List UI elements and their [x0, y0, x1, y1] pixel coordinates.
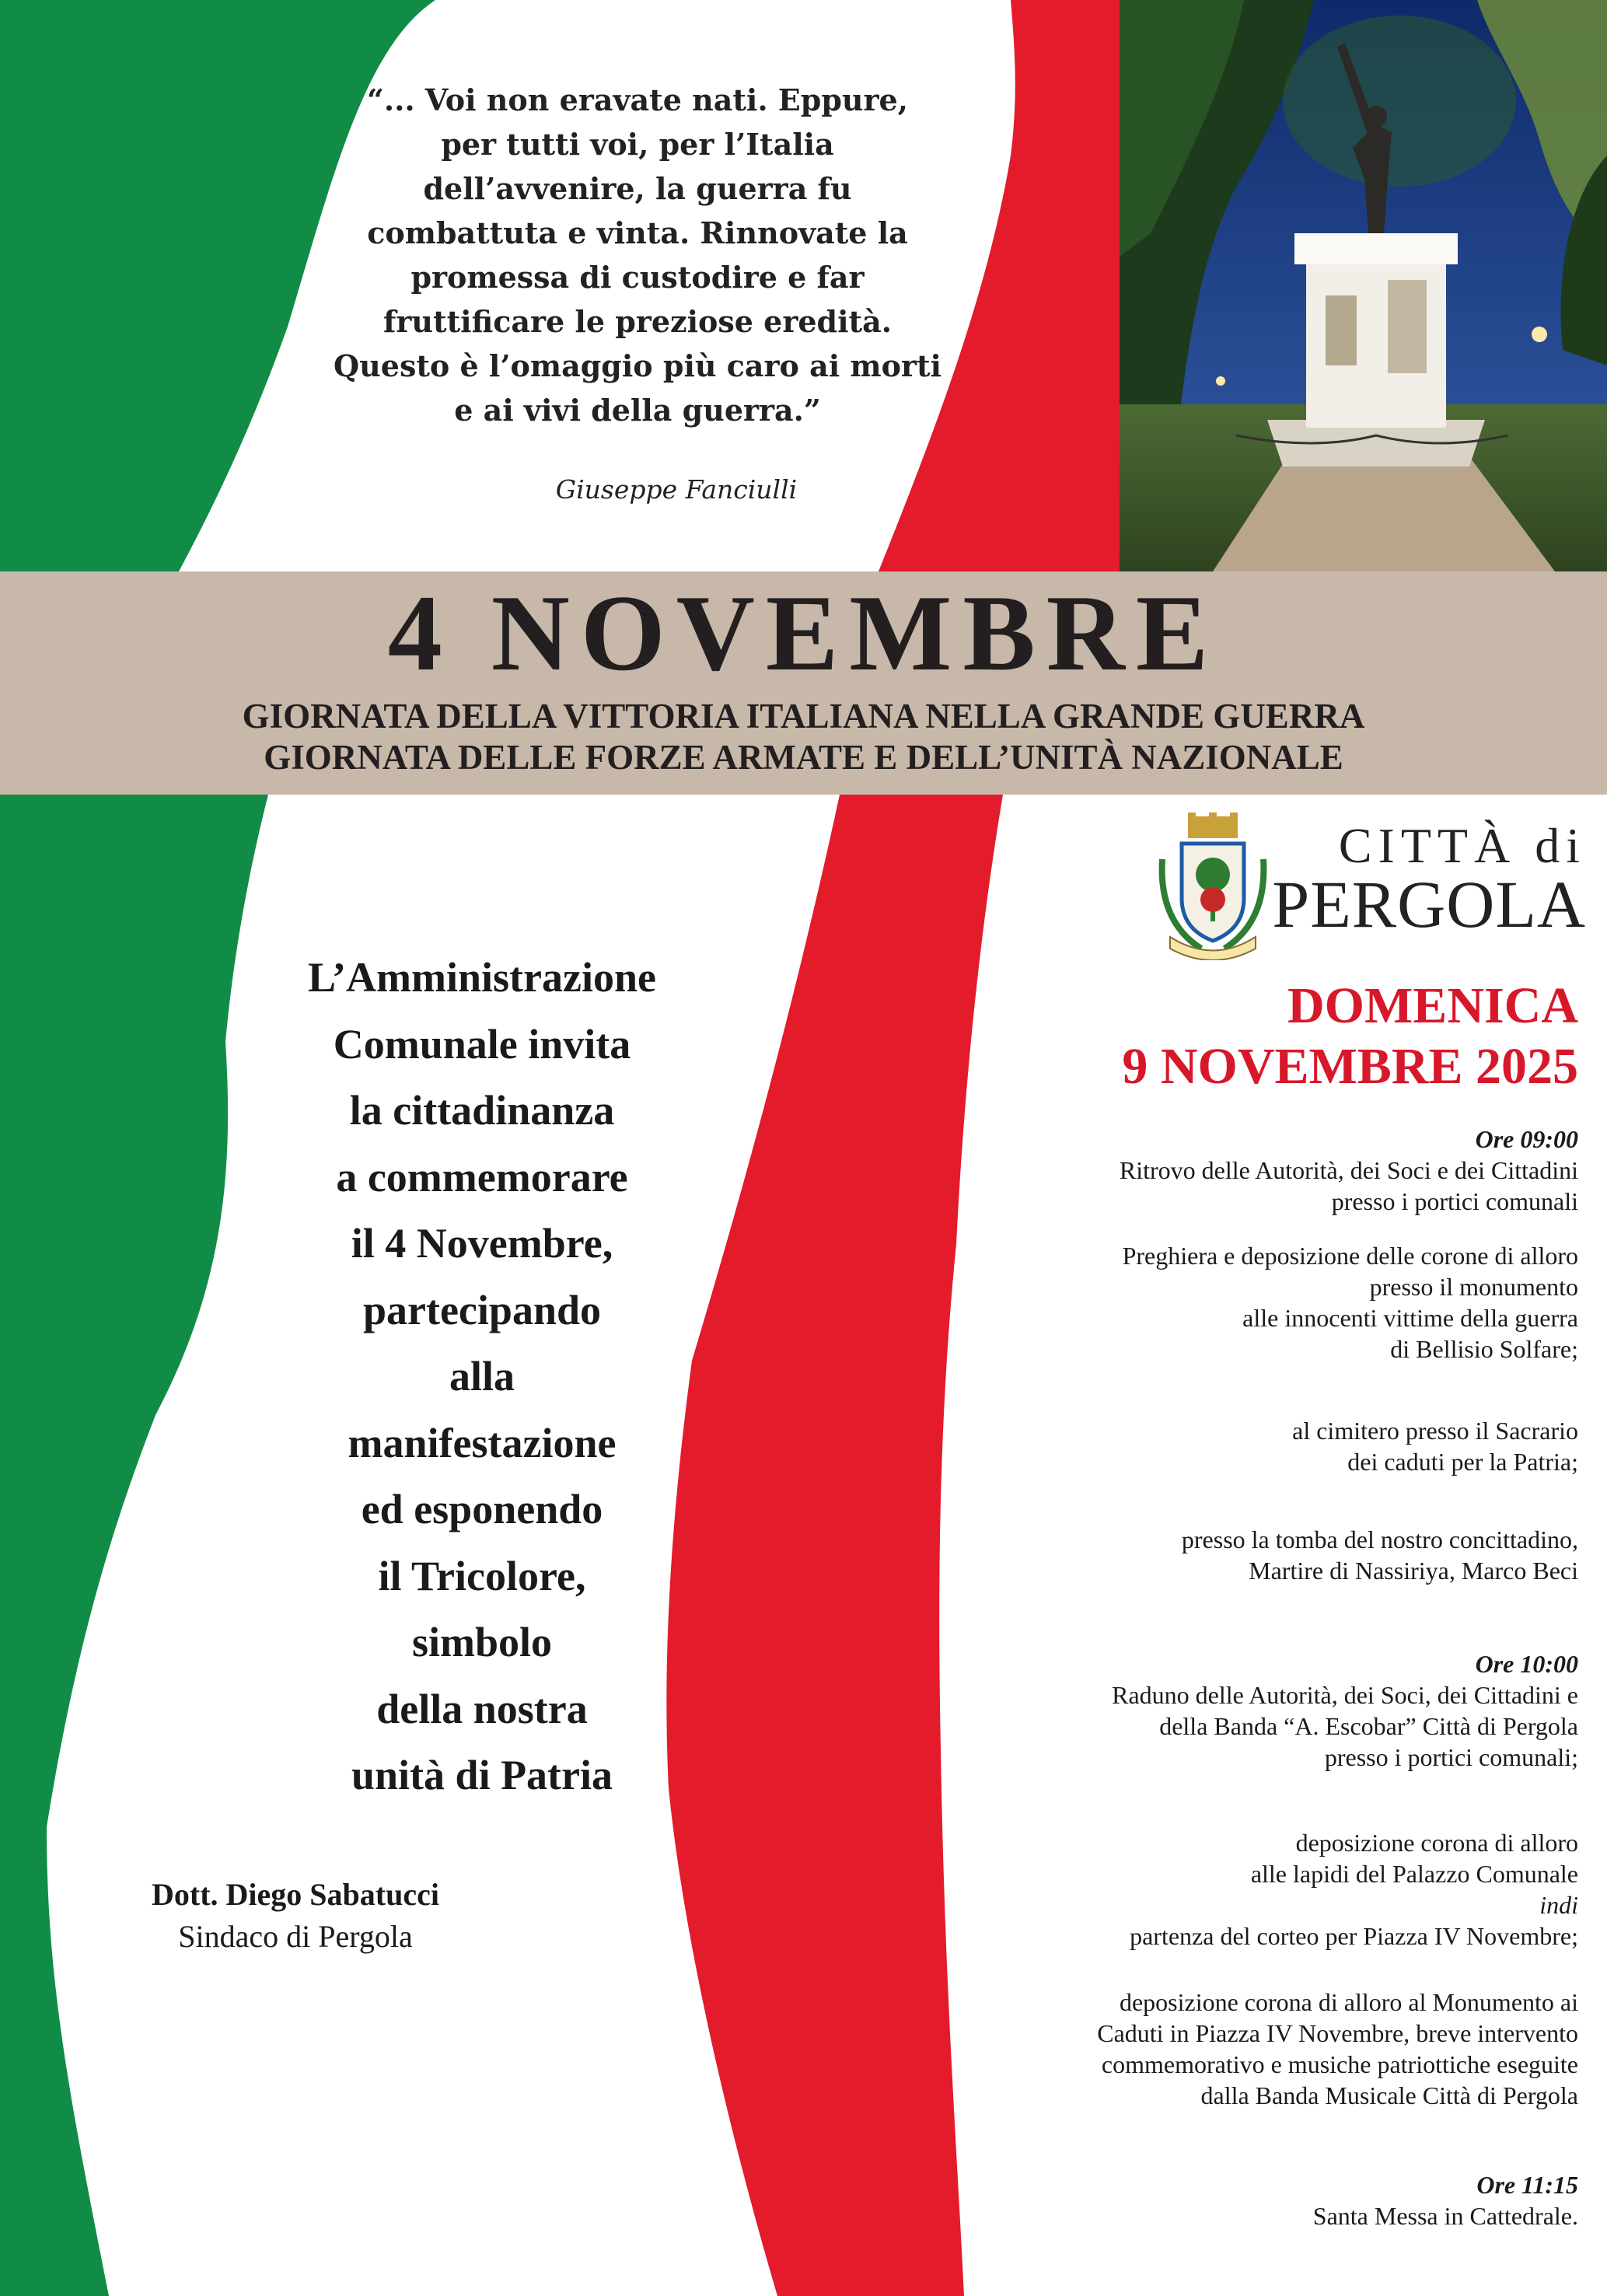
- invite-line: manifestazione: [348, 1419, 617, 1466]
- program-line: presso il monumento: [1369, 1273, 1578, 1301]
- mayor-name: Dott. Diego Sabatucci: [152, 1877, 439, 1912]
- program-1000: [925, 1648, 1578, 1773]
- city-name: [1267, 818, 1586, 942]
- quote-line: combattuta e vinta. Rinnovate la: [367, 215, 908, 250]
- program-line: partenza del corteo per Piazza IV Novembre;: [1130, 1922, 1578, 1950]
- invite-line: la cittadinanza: [349, 1087, 615, 1134]
- program-monument: [925, 1987, 1578, 2111]
- time-label: Ore 10:00: [1475, 1650, 1578, 1678]
- mayor-role: Sindaco di Pergola: [178, 1919, 413, 1954]
- event-day: DOMENICA: [1287, 977, 1578, 1034]
- invite-line: partecipando: [362, 1286, 602, 1333]
- program-line: di Bellisio Solfare;: [1390, 1335, 1578, 1363]
- invite-line: ed esponendo: [361, 1486, 603, 1532]
- invite-line: della nostra: [376, 1685, 588, 1732]
- quote-author: Giuseppe Fanciulli: [555, 474, 798, 505]
- program-line: Raduno delle Autorità, dei Soci, dei Cittadini e: [1112, 1681, 1578, 1709]
- city-name-line2: PERGOLA: [1272, 867, 1586, 942]
- program-line: Ritrovo delle Autorità, dei Soci e dei Cittadini: [1119, 1156, 1578, 1184]
- quote-line: “... Voi non eravate nati. Eppure,: [367, 82, 908, 117]
- coat-of-arms-icon: [1158, 813, 1267, 960]
- subtitle-armed-forces: GIORNATA DELLE FORZE ARMATE E DELL’UNITÀ NAZIONALE: [264, 738, 1343, 777]
- program-line: della Banda “A. Escobar” Città di Pergola: [1159, 1712, 1578, 1740]
- quote-line: per tutti voi, per l’Italia: [441, 127, 834, 162]
- program-lapidi: [925, 1827, 1578, 1952]
- program-line: Preghiera e deposizione delle corone di alloro: [1122, 1242, 1578, 1270]
- time-label: Ore 09:00: [1475, 1125, 1578, 1153]
- quote-line: promessa di custodire e far: [410, 260, 865, 295]
- quote-block: [288, 78, 987, 432]
- program-prayer: [925, 1240, 1578, 1365]
- invite-line: Comunale invita: [333, 1020, 631, 1068]
- program-1115: [925, 2169, 1578, 2231]
- program-line: alle lapidi del Palazzo Comunale: [1250, 1860, 1578, 1888]
- invite-line: L’Amministrazione: [308, 954, 656, 1001]
- program-line: alle innocenti vittime della guerra: [1242, 1304, 1578, 1332]
- page-title: 4 NOVEMBRE: [387, 573, 1220, 694]
- event-full-date: 9 NOVEMBRE 2025: [1122, 1038, 1578, 1095]
- program-cemetery: [925, 1415, 1578, 1477]
- program-line: al cimitero presso il Sacrario: [1292, 1417, 1578, 1445]
- program-line: dei caduti per la Patria;: [1347, 1448, 1578, 1476]
- program-line: dalla Banda Musicale Città di Pergola: [1200, 2081, 1578, 2109]
- program-line: Caduti in Piazza IV Novembre, breve intervento: [1097, 2019, 1578, 2047]
- program-line: deposizione corona di alloro: [1295, 1829, 1578, 1857]
- quote-line: dell’avvenire, la guerra fu: [423, 171, 852, 206]
- quote-line: Questo è l’omaggio più caro ai morti: [334, 348, 941, 383]
- invitation-text: [210, 945, 754, 1809]
- program-line: deposizione corona di alloro al Monumento ai: [1119, 1988, 1578, 2016]
- program-line: presso i portici comunali: [1331, 1187, 1578, 1215]
- program-line: commemorativo e musiche patriottiche eseguite: [1101, 2050, 1578, 2078]
- program-line: Santa Messa in Cattedrale.: [1312, 2202, 1578, 2230]
- program-0900: [925, 1124, 1578, 1217]
- invite-line: il Tricolore,: [378, 1552, 586, 1599]
- program-line: presso i portici comunali;: [1324, 1743, 1578, 1771]
- invite-line: alla: [449, 1353, 515, 1400]
- program-tomb: [925, 1524, 1578, 1586]
- city-name-line1: CITTÀ di: [1338, 818, 1586, 873]
- quote-line: fruttificare le preziose eredità.: [383, 304, 892, 339]
- mayor-signature: [109, 1874, 482, 1958]
- monument-photo: [1120, 0, 1607, 571]
- event-date: [933, 976, 1578, 1097]
- program-line: Martire di Nassiriya, Marco Beci: [1249, 1557, 1578, 1585]
- invite-line: unità di Patria: [351, 1752, 613, 1798]
- time-label: Ore 11:15: [1476, 2171, 1578, 2199]
- invite-line: il 4 Novembre,: [351, 1220, 613, 1267]
- invite-line: a commemorare: [336, 1153, 628, 1200]
- program-line: indi: [1539, 1891, 1578, 1919]
- program-line: presso la tomba del nostro concittadino,: [1181, 1525, 1578, 1553]
- quote-line: e ai vivi della guerra.”: [454, 393, 821, 428]
- subtitle-victory: GIORNATA DELLA VITTORIA ITALIANA NELLA GRANDE GUERRA: [242, 697, 1365, 736]
- invite-line: simbolo: [411, 1619, 553, 1665]
